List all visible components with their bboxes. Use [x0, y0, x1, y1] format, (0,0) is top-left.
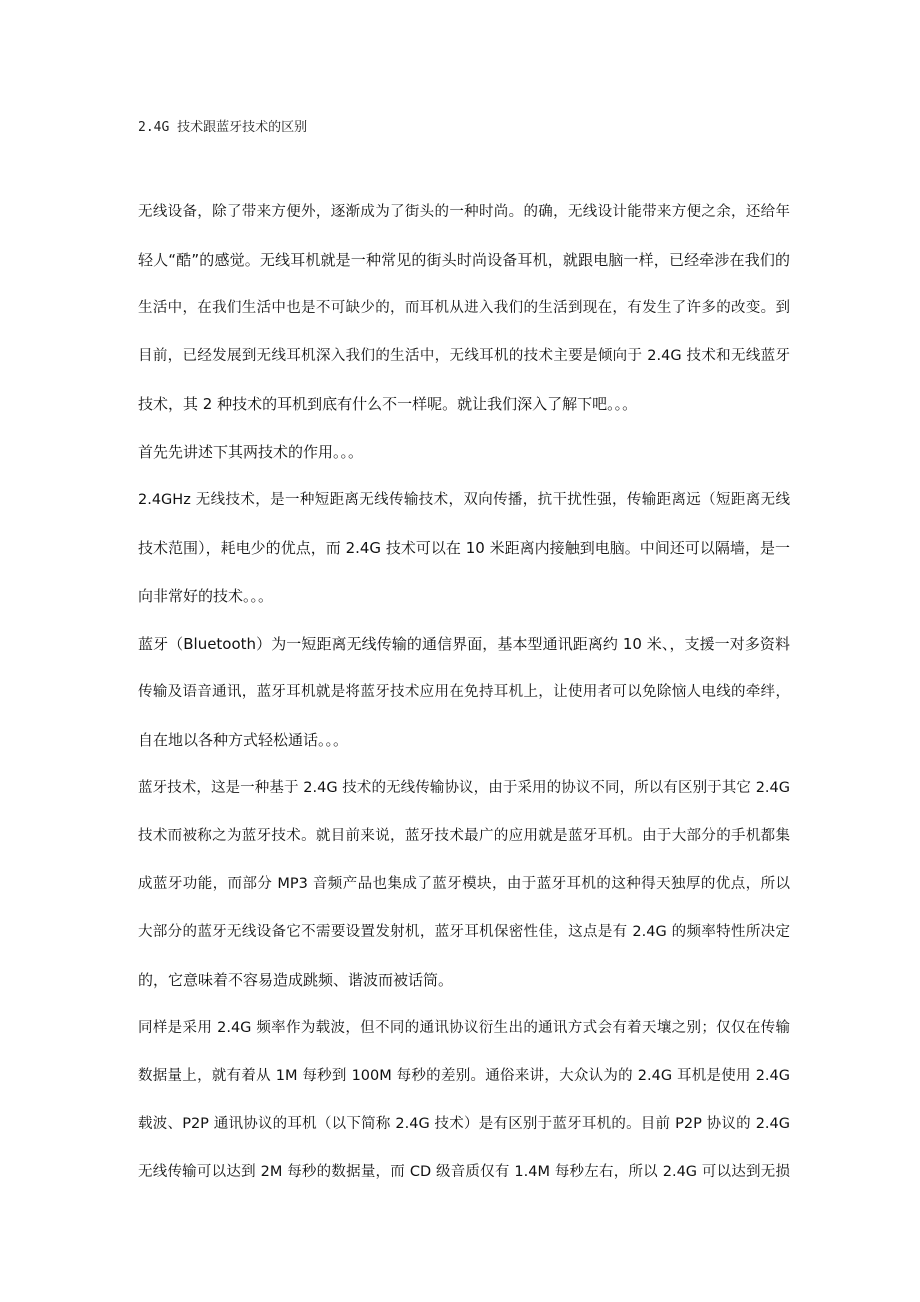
paragraph-line: 向非常好的技术。。。 — [138, 587, 274, 605]
paragraph-line: 传输及语音通讯，蓝牙耳机就是将蓝牙技术应用在免持耳机上，让使用者可以免除恼人电线的牵绊， — [138, 684, 790, 700]
paragraph-line: 的，它意味着不容易造成跳频、谐波而被话筒。 — [138, 971, 454, 989]
paragraph-line: 成蓝牙功能，而部分 MP3 音频产品也集成了蓝牙模块，由于蓝牙耳机的这种得天独厚的优点，所以 — [138, 876, 790, 892]
paragraph-line: 蓝牙技术，这是一种基于 2.4G 技术的无线传输协议，由于采用的协议不同，所以有区别于其它 2.4G — [138, 780, 790, 796]
paragraph-line: 轻人“酷”的感觉。无线耳机就是一种常见的街头时尚设备耳机，就跟电脑一样，已经牵涉在我们的 — [138, 251, 790, 269]
paragraph-line: 同样是采用 2.4G 频率作为载波，但不同的通讯协议衍生出的通讯方式会有着天壤之别；仅仅在传输 — [138, 1020, 790, 1036]
paragraph-line: 生活中，在我们生活中也是不可缺少的，而耳机从进入我们的生活到现在，有发生了许多的改变。到 — [138, 300, 790, 316]
paragraph-line: 自在地以各种方式轻松通话。。。 — [138, 731, 349, 749]
paragraph-line: 目前，已经发展到无线耳机深入我们的生活中，无线耳机的技术主要是倾向于 2.4G 技术和无线蓝牙 — [138, 348, 790, 364]
paragraph-line: 技术而被称之为蓝牙技术。就目前来说，蓝牙技术最广的应用就是蓝牙耳机。由于大部分的手机都集 — [138, 828, 790, 844]
paragraph-line: 技术范围），耗电少的优点，而 2.4G 技术可以在 10 米距离内接触到电脑。中间还可以隔墙，是一 — [138, 539, 790, 557]
paragraph-line: 无线设备，除了带来方便外，逐渐成为了街头的一种时尚。的确，无线设计能带来方便之余，还给年 — [138, 204, 790, 220]
paragraph-line: 大部分的蓝牙无线设备它不需要设置发射机，蓝牙耳机保密性佳，这点是有 2.4G 的频率特性所决定 — [138, 924, 790, 940]
paragraph-line: 首先先讲述下其两技术的作用。。。 — [138, 443, 364, 461]
paragraph-line: 技术，其 2 种技术的耳机到底有什么不一样呢。就让我们深入了解下吧。。。 — [138, 395, 638, 413]
paragraph-line: 载波、P2P 通讯协议的耳机（以下简称 2.4G 技术）是有区别于蓝牙耳机的。目前 P2P 协议的 2.4G — [138, 1116, 790, 1132]
paragraph-line: 2.4GHz 无线技术，是一种短距离无线传输技术，双向传播，抗干扰性强，传输距离远（短距离无线 — [138, 492, 790, 508]
paragraph-line: 蓝牙（Bluetooth）为一短距离无线传输的通信界面，基本型通讯距离约 10 米、，支援一对多资料 — [138, 635, 790, 653]
document-title: 2.4G 技术跟蓝牙技术的区别 — [138, 120, 308, 135]
paragraph-line: 数据量上，就有着从 1M 每秒到 100M 每秒的差别。通俗来讲，大众认为的 2.4G 耳机是使用 2.4G — [138, 1068, 790, 1084]
paragraph-line: 无线传输可以达到 2M 每秒的数据量，而 CD 级音质仅有 1.4M 每秒左右，所以 2.4G 可以达到无损 — [138, 1164, 790, 1180]
